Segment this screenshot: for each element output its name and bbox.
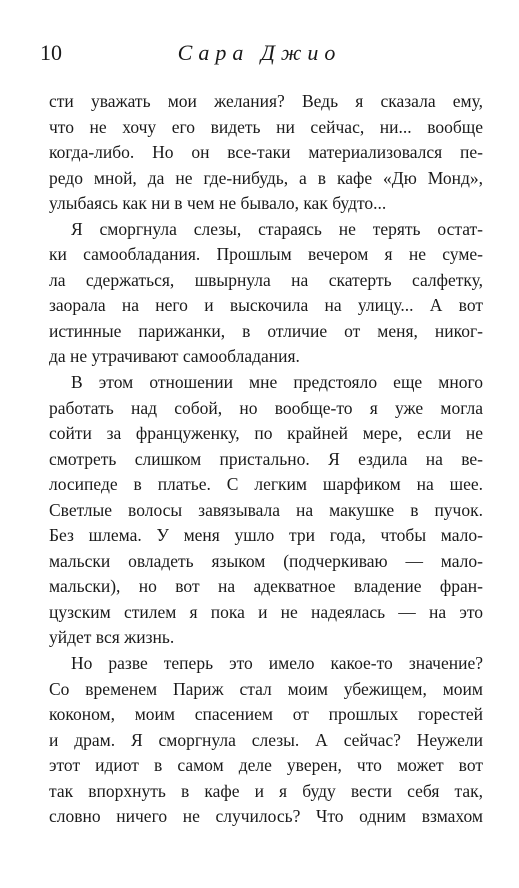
- running-title: Сара Джио: [177, 40, 342, 65]
- text-line: когда-либо. Но он все-таки материализовался пе-: [49, 142, 483, 163]
- text-line: так впорхнуть в кафе и я буду вести себя так,: [49, 780, 483, 801]
- text-line: и драм. Я сморгнула слезы. А сейчас? Неужели: [49, 729, 483, 750]
- text-line: истинные парижанки, в отличие от меня, никог-: [49, 320, 483, 341]
- text-line: Я сморгнула слезы, стараясь не терять остат-: [71, 218, 483, 239]
- text-line: редо мной, да не где-нибудь, а в кафе «Дю Монд»,: [49, 167, 483, 188]
- page-header: [40, 40, 479, 66]
- text-line: сойти за француженку, по крайней мере, если не: [49, 423, 483, 444]
- text-line: словно ничего не случилось? Что одним взмахом: [49, 806, 483, 827]
- text-line: Со временем Париж стал моим убежищем, моим: [49, 678, 483, 699]
- text-line: цузским стилем я пока и не надеялась — на это: [49, 601, 483, 622]
- text-line: работать над собой, но вообще-то я уже могла: [49, 397, 483, 418]
- text-line: что не хочу его видеть ни сейчас, ни... вообще: [49, 116, 483, 137]
- text-line: ки самообладания. Прошлым вечером я не суме-: [49, 244, 483, 265]
- text-line: ла сдержаться, швырнула на скатерть салфетку,: [49, 269, 483, 290]
- text-line: да не утрачивают самообладания.: [49, 346, 300, 367]
- text-line: Но разве теперь это имело какое-то значение?: [71, 653, 483, 674]
- text-line: заорала на него и выскочила на улицу... А вот: [49, 295, 483, 316]
- text-line: В этом отношении мне предстояло еще много: [71, 372, 483, 393]
- text-line: Без шлема. У меня ушло три года, чтобы мало-: [49, 525, 483, 546]
- text-line: уйдет вся жизнь.: [49, 627, 175, 648]
- text-line: смотреть слишком пристально. Я ездила на ве-: [49, 448, 483, 469]
- body-text: [49, 89, 483, 830]
- text-line: улыбаясь как ни в чем не бывало, как будто...: [49, 193, 387, 214]
- text-line: этот идиот в самом деле уверен, что может вот: [49, 755, 483, 776]
- text-line: Светлые волосы завязывала на макушке в пучок.: [49, 499, 483, 520]
- text-line: лосипеде в платье. С легким шарфиком на шее.: [49, 474, 483, 495]
- text-line: сти уважать мои желания? Ведь я сказала ему,: [49, 91, 483, 111]
- text-line: коконом, моим спасением от прошлых горестей: [49, 704, 483, 725]
- text-line: мальски), но вот на адекватное владение фран-: [49, 576, 483, 597]
- page-number: 10: [40, 40, 62, 65]
- text-line: мальски овладеть языком (подчеркиваю — мало-: [49, 550, 483, 571]
